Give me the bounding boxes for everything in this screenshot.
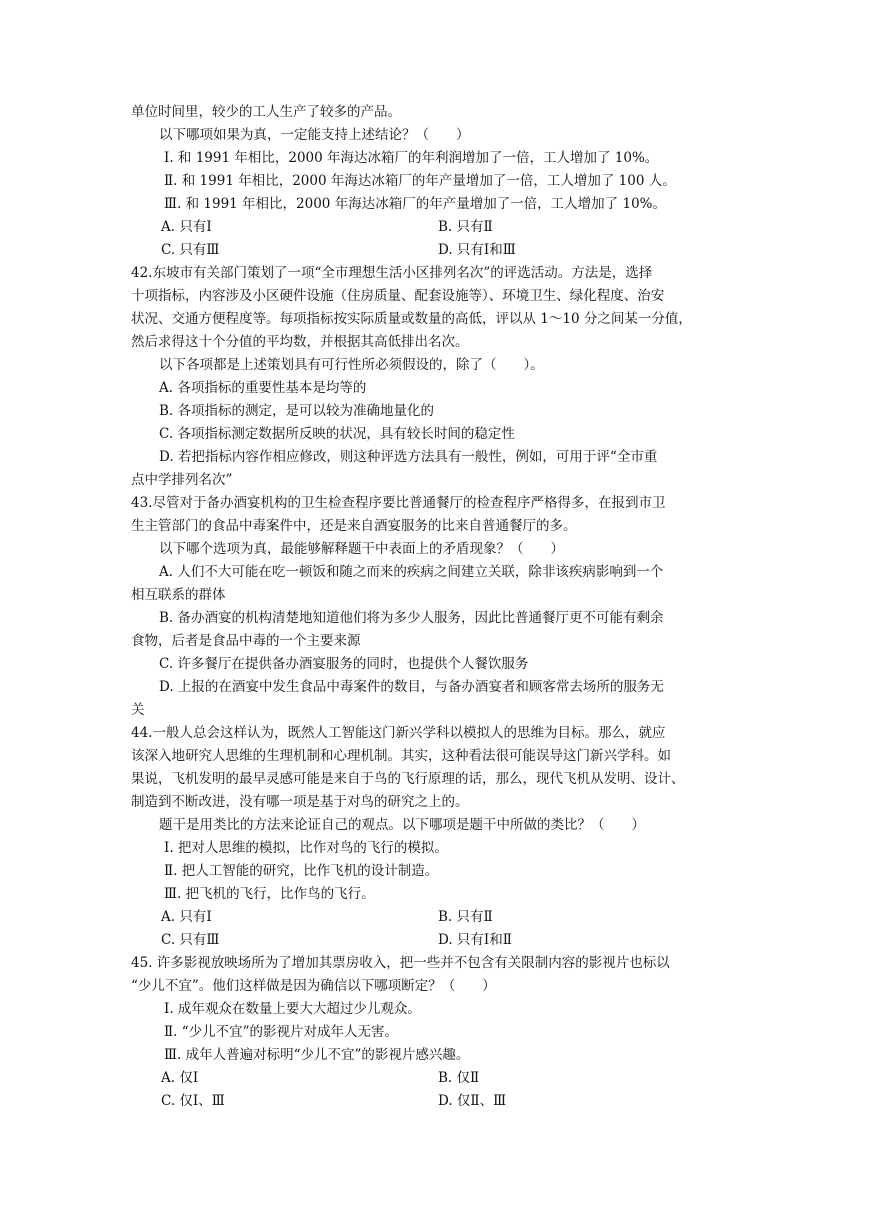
option-b: B. 仅Ⅱ <box>438 1070 480 1086</box>
statement-item: Ⅲ. 和 1991 年相比，2000 年海达冰箱厂的年产量增加了一倍，工人增加了 10%。 <box>164 196 666 212</box>
option-row <box>131 906 743 929</box>
question-43-line: 43.尽管对于备办酒宴机构的卫生检查程序要比普通餐厅的检查程序严格得多，在报到市卫 <box>131 495 666 511</box>
question-stem: 以下各项都是上述策划具有可行性所必须假设的，除了（ ）。 <box>159 357 544 373</box>
statement-item: Ⅱ. 把人工智能的研究，比作飞机的设计制造。 <box>164 863 439 879</box>
option-c: C. 仅Ⅰ、Ⅲ <box>161 1093 225 1109</box>
option-b: B. 各项指标的测定，是可以较为准确地量化的 <box>159 403 435 419</box>
question-45-line: “少儿不宜”。他们这样做是因为确信以下哪项断定？（ ） <box>131 978 496 994</box>
option-b: B. 只有Ⅱ <box>438 909 493 925</box>
option-row <box>131 216 743 239</box>
option-d: D. 只有Ⅰ和Ⅲ <box>438 242 516 258</box>
option-c: C. 只有Ⅲ <box>161 932 220 948</box>
option-d: D. 若把指标内容作相应修改，则这种评选方法具有一般性，例如，可用于评“全市重 <box>159 449 658 465</box>
option-c: C. 只有Ⅲ <box>161 242 220 258</box>
option-row <box>131 929 743 952</box>
option-b: B. 只有Ⅱ <box>438 219 493 235</box>
option-d-continued: 关 <box>131 702 145 718</box>
option-d-continued: 点中学排列名次” <box>131 472 233 488</box>
question-42-line: 然后求得这十个分值的平均数，并根据其高低排出名次。 <box>131 334 469 350</box>
option-row <box>131 1090 743 1113</box>
option-b-continued: 食物，后者是食品中毒的一个主要来源 <box>131 633 361 649</box>
option-a: A. 只有Ⅰ <box>161 909 212 925</box>
question-stem: 题干是用类比的方法来论证自己的观点。以下哪项是题干中所做的类比？（ ） <box>159 817 645 833</box>
question-42-line: 42.东坡市有关部门策划了一项“全市理想生活小区排列名次”的评选活动。方法是，选择 <box>131 265 653 281</box>
statement-item: Ⅰ. 和 1991 年相比，2000 年海达冰箱厂的年利润增加了一倍，工人增加了 10%。 <box>164 150 659 166</box>
statement-item: Ⅰ. 成年观众在数量上要大大超过少儿观众。 <box>164 1001 421 1017</box>
option-c: C. 许多餐厅在提供备办酒宴服务的同时，也提供个人餐饮服务 <box>159 656 529 672</box>
option-a: A. 人们不大可能在吃一顿饭和随之而来的疾病之间建立关联，除非该疾病影响到一个 <box>159 564 664 580</box>
option-d: D. 上报的在酒宴中发生食品中毒案件的数目，与备办酒宴者和顾客常去场所的服务无 <box>159 679 664 695</box>
document-page <box>131 101 743 1113</box>
question-44-line: 制造到不断改进，没有哪一项是基于对鸟的研究之上的。 <box>131 794 469 810</box>
option-row <box>131 1067 743 1090</box>
question-44-line: 果说，飞机发明的最早灵感可能是来自于鸟的飞行原理的话，那么，现代飞机从发明、设计、 <box>131 771 685 787</box>
question-44-line: 该深入地研究人思维的生理机制和心理机制。其实，这种看法很可能误导这门新兴学科。如 <box>131 748 671 764</box>
statement-item: Ⅰ. 把对人思维的模拟，比作对鸟的飞行的模拟。 <box>164 840 448 856</box>
statement-item: Ⅱ. “少儿不宜”的影视片对成年人无害。 <box>164 1024 399 1040</box>
option-a-continued: 相互联系的群体 <box>131 587 226 603</box>
option-d: D. 只有Ⅰ和Ⅱ <box>438 932 512 948</box>
paragraph-line: 单位时间里，较少的工人生产了较多的产品。 <box>131 104 401 120</box>
question-stem: 以下哪个选项为真，最能够解释题干中表面上的矛盾现象？（ ） <box>159 541 564 557</box>
option-b: B. 备办酒宴的机构清楚地知道他们将为多少人服务，因此比普通餐厅更不可能有剩余 <box>159 610 664 626</box>
question-44-line: 44.一般人总会这样认为，既然人工智能这门新兴学科以模拟人的思维为目标。那么，就应 <box>131 725 666 741</box>
question-42-line: 状况、交通方便程度等。每项指标按实际质量或数量的高低，评以从 1～10 分之间某一分值， <box>131 311 692 327</box>
statement-item: Ⅱ. 和 1991 年相比，2000 年海达冰箱厂的年产量增加了一倍，工人增加了 100 人。 <box>164 173 676 189</box>
option-a: A. 只有Ⅰ <box>161 219 212 235</box>
question-45-line: 45. 许多影视放映场所为了增加其票房收入，把一些并不包含有关限制内容的影视片也标以 <box>131 955 670 971</box>
statement-item: Ⅲ. 把飞机的飞行，比作鸟的飞行。 <box>164 886 375 902</box>
question-stem: 以下哪项如果为真，一定能支持上述结论？（ ） <box>159 127 470 143</box>
question-43-line: 生主管部门的食品中毒案件中，还是来自酒宴服务的比来自普通餐厅的多。 <box>131 518 577 534</box>
question-42-line: 十项指标，内容涉及小区硬件设施（住房质量、配套设施等）、环境卫生、绿化程度、治安 <box>131 288 665 304</box>
option-a: A. 各项指标的重要性基本是均等的 <box>159 380 367 396</box>
statement-item: Ⅲ. 成年人普遍对标明“少儿不宜”的影视片感兴趣。 <box>164 1047 470 1063</box>
option-a: A. 仅Ⅰ <box>161 1070 199 1086</box>
option-row <box>131 239 743 262</box>
option-c: C. 各项指标测定数据所反映的状况，具有较长时间的稳定性 <box>159 426 515 442</box>
option-d: D. 仅Ⅱ、Ⅲ <box>438 1093 507 1109</box>
